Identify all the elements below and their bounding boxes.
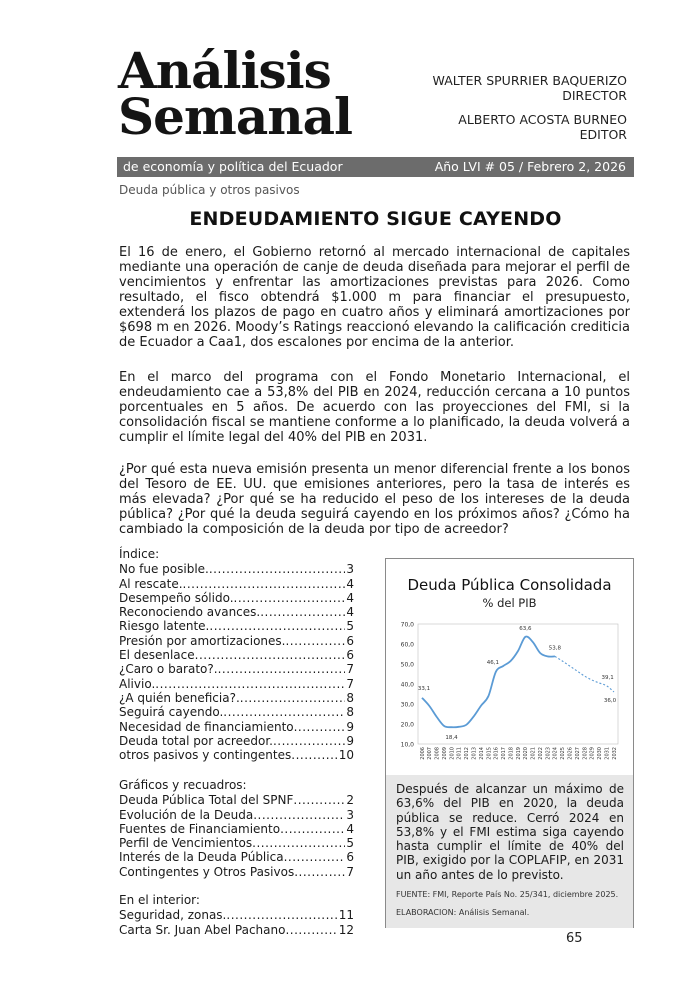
graphics-item-label: Fuentes de Financiamiento: [119, 821, 281, 836]
index-item-page: 5: [346, 619, 354, 634]
graphics-item: [119, 865, 354, 879]
index-item-label: Alivio.: [119, 676, 156, 691]
index-item-label: Al rescate.: [119, 576, 183, 591]
banner-issue: Año LVI # 05 / Febrero 2, 2026: [434, 159, 626, 174]
x-tick-label: 2025: [560, 747, 567, 760]
dot-leader: [240, 691, 346, 705]
x-tick-label: 2016: [493, 747, 500, 760]
index-item: [119, 591, 354, 605]
plot-frame: [418, 624, 618, 744]
index-item-page: 6: [346, 633, 354, 648]
chart-source: FUENTE: FMI, Reporte País No. 25/341, diciembre 2025.: [396, 890, 619, 900]
index-item-label: El desenlace: [119, 648, 195, 663]
data-label: 63,6: [519, 625, 532, 632]
x-tick-label: 2011: [456, 747, 463, 760]
index-item: [119, 648, 354, 662]
section-label: Deuda pública y otros pasivos: [119, 183, 300, 197]
logo-line2: Semanal: [118, 87, 352, 146]
dot-leader: [209, 562, 346, 576]
index-item-page: 7: [346, 676, 354, 691]
data-label: 39,1: [601, 674, 614, 681]
x-tick-label: 2027: [574, 747, 581, 760]
director-name: WALTER SPURRIER BAQUERIZO: [432, 73, 627, 88]
index-item-label: Riesgo latente.: [119, 619, 210, 634]
index-item: [119, 577, 354, 591]
index-title: Índice:: [119, 547, 160, 561]
y-tick-label: 20,0: [400, 721, 414, 729]
x-tick-label: 2017: [501, 747, 508, 760]
graphics-item-page: 3: [346, 807, 354, 822]
index-item-label: Reconociendo avances.: [119, 605, 261, 620]
interior-item: [119, 908, 354, 922]
index-item: [119, 677, 354, 691]
graphics-list: [119, 778, 354, 879]
debt-line-chart: [386, 614, 633, 774]
interior-title: En el interior:: [119, 893, 200, 907]
dot-leader: [218, 662, 346, 676]
x-tick-label: 2031: [604, 747, 611, 760]
headline: ENDEUDAMIENTO SIGUE CAYENDO: [189, 208, 562, 230]
graphics-item: [119, 836, 354, 850]
x-tick-label: 2015: [486, 747, 493, 760]
dot-leader: [294, 865, 345, 879]
data-label: 46,1: [486, 659, 499, 666]
y-tick-label: 10,0: [400, 741, 414, 749]
chart-subtitle: % del PIB: [482, 596, 537, 610]
index-item: [119, 691, 354, 705]
y-tick-label: 50,0: [400, 661, 414, 669]
dot-leader: [253, 808, 345, 822]
index-item-label: ¿Caro o barato?.: [119, 662, 218, 677]
dot-leader: [226, 908, 337, 922]
index-item-page: 4: [346, 576, 354, 591]
interior-item-page: 12: [338, 922, 354, 937]
y-tick-label: 70,0: [400, 621, 414, 629]
paragraph-1: El 16 de enero, el Gobierno retornó al mercado internacional de capitales mediante una operación de canje de deuda diseñada para mejorar el perfil de vencimientos y enfrentar las amortizaciones previstas para 2026. Como resultado, el fisco obtendrá $1.000 m para financiar el presupuesto, extenderá los plazos de pago en cuatro años y eliminará amortizaciones por $698 m en 2026. Moody’s Ratings reaccionó elevando la calificación crediticia de Ecuador a Caa1, dos escalones por encima de la anterior.: [119, 245, 630, 350]
index-item-label: Presión por amortizaciones.: [119, 633, 286, 648]
index-item: [119, 634, 354, 648]
historical-series-line: [422, 636, 555, 727]
index-item-page: 3: [346, 562, 354, 577]
dot-leader: [260, 605, 345, 619]
index-item-label: Seguirá cayendo.: [119, 705, 224, 720]
dot-leader: [234, 591, 346, 605]
chart-credit: ELABORACION: Análisis Semanal.: [396, 908, 530, 918]
graphics-item: [119, 850, 354, 864]
x-tick-label: 2023: [545, 747, 552, 760]
dot-leader: [293, 793, 345, 807]
y-tick-label: 30,0: [400, 701, 414, 709]
index-item: [119, 748, 354, 762]
graphics-item-label: Interés de la Deuda Pública: [119, 850, 284, 865]
chart-note: [386, 775, 633, 928]
index-item-label: Desempeño sólido.: [119, 590, 234, 605]
x-tick-label: 2012: [464, 747, 471, 760]
graphics-title: Gráficos y recuadros:: [119, 778, 247, 792]
index-item-label: ¿A quién beneficia?.: [119, 690, 240, 705]
masthead-banner: [117, 157, 634, 177]
x-tick-label: 2014: [478, 747, 485, 760]
dot-leader: [273, 734, 345, 748]
y-tick-label: 60,0: [400, 641, 414, 649]
index-item-label: Deuda total por acreedor.: [119, 733, 273, 748]
interior-list: [119, 893, 354, 937]
x-tick-label: 2018: [508, 747, 515, 760]
data-label: 33,1: [417, 685, 431, 692]
index-item-page: 4: [346, 605, 354, 620]
graphics-item: [119, 793, 354, 807]
chart-note-text: Después de alcanzar un máximo de 63,6% del PIB en 2020, la deuda pública se reduce. Cerró 2024 en 53,8% y el FMI estima siga cayendo hasta cumplir el límite de 40% del PIB, exigido por la COPLAFIP, en 2031 un año antes de lo previsto.: [396, 782, 624, 882]
x-tick-label: 2006: [419, 747, 426, 760]
dot-leader: [155, 677, 345, 691]
dot-leader: [285, 634, 345, 648]
banner-tagline: de economía y política del Ecuador: [123, 159, 343, 174]
x-tick-label: 2030: [597, 747, 604, 760]
index-item-page: 8: [346, 705, 354, 720]
x-tick-label: 2010: [449, 747, 456, 760]
index-item-page: 6: [346, 648, 354, 663]
x-tick-label: 2026: [567, 747, 574, 760]
x-tick-label: 2020: [523, 747, 530, 760]
staff-credits: [433, 73, 627, 142]
x-tick-label: 2009: [441, 747, 448, 760]
graphics-item: [119, 808, 354, 822]
index-item: [119, 662, 354, 676]
index-item: [119, 720, 354, 734]
dot-leader: [223, 705, 345, 719]
index-item: [119, 562, 354, 576]
dot-leader: [195, 648, 346, 662]
dot-leader: [183, 577, 346, 591]
graphics-item-page: 2: [346, 793, 354, 808]
dot-leader: [209, 619, 345, 633]
data-label: 53,8: [548, 645, 562, 652]
dot-leader: [284, 850, 346, 864]
graphics-item-page: 7: [346, 864, 354, 879]
graphics-item-label: Perfil de Vencimientos: [119, 836, 253, 851]
y-tick-label: 40,0: [400, 681, 414, 689]
x-tick-label: 2008: [434, 747, 441, 760]
dot-leader: [285, 923, 337, 937]
editor-role: EDITOR: [579, 127, 627, 142]
page-number: 65: [566, 931, 583, 946]
index-item-label: Necesidad de financiamiento: [119, 719, 294, 734]
graphics-item-page: 5: [346, 836, 354, 851]
graphics-item-label: Evolución de la Deuda: [119, 807, 254, 822]
index-item-page: 9: [346, 719, 354, 734]
index-item: [119, 705, 354, 719]
graphics-item-label: Contingentes y Otros Pasivos: [119, 864, 295, 879]
x-tick-label: 2032: [611, 747, 618, 760]
x-tick-label: 2024: [552, 747, 559, 760]
index-item-page: 7: [346, 662, 354, 677]
interior-item-label: Seguridad, zonas.: [119, 908, 227, 923]
interior-item-label: Carta Sr. Juan Abel Pachano: [119, 922, 286, 937]
index-item-page: 10: [338, 748, 354, 763]
chart-box: [385, 558, 634, 928]
index-item-label: otros pasivos y contingentes: [119, 748, 292, 763]
graphics-item-page: 4: [346, 821, 354, 836]
graphics-item-label: Deuda Pública Total del SPNF: [119, 793, 294, 808]
x-tick-label: 2029: [589, 747, 596, 760]
dot-leader: [294, 720, 346, 734]
dot-leader: [252, 836, 345, 850]
index-item-label: No fue posible.: [119, 562, 209, 577]
chart-title: Deuda Pública Consolidada: [407, 576, 612, 594]
x-tick-label: 2022: [537, 747, 544, 760]
interior-item-page: 11: [338, 908, 354, 923]
index-item-page: 4: [346, 590, 354, 605]
index-item-page: 9: [346, 733, 354, 748]
interior-item: [119, 923, 354, 937]
index-item-page: 8: [346, 690, 354, 705]
paragraph-3: ¿Por qué esta nueva emisión presenta un menor diferencial frente a los bonos del Tesoro de EE. UU. que emisiones anteriores, pero la tasa de interés es más elevada? ¿Por qué se ha reducido el peso de los intereses de la deuda pública? ¿Por qué la deuda seguirá cayendo en los próximos años? ¿Cómo ha cambiado la composición de la deuda por tipo de acreedor?: [119, 462, 630, 537]
dot-leader: [291, 748, 337, 762]
index-item: [119, 619, 354, 633]
x-tick-label: 2007: [427, 747, 434, 760]
logo-line1: Análisis: [118, 41, 331, 100]
x-tick-label: 2013: [471, 747, 478, 760]
index-list: [119, 547, 354, 762]
index-item: [119, 734, 354, 748]
graphics-item-page: 6: [346, 850, 354, 865]
editor-name: ALBERTO ACOSTA BURNEO: [458, 112, 627, 127]
director-role: DIRECTOR: [562, 88, 627, 103]
paragraph-2: En el marco del programa con el Fondo Monetario Internacional, el endeudamiento cae a 53,8% del PIB en 2024, reducción cercana a 10 puntos porcentuales en 5 años. De acuerdo con las proyecciones del FMI, si la consolidación fiscal se mantiene conforme a lo planificado, la deuda volverá a cumplir el límite legal del 40% del PIB en 2031.: [119, 370, 630, 445]
dot-leader: [280, 822, 345, 836]
graphics-item: [119, 822, 354, 836]
data-label: 18,4: [445, 735, 458, 742]
x-tick-label: 2028: [582, 747, 589, 760]
x-tick-label: 2021: [530, 747, 537, 760]
index-item: [119, 605, 354, 619]
data-label: 36,0: [603, 698, 617, 704]
x-tick-label: 2019: [515, 747, 522, 760]
